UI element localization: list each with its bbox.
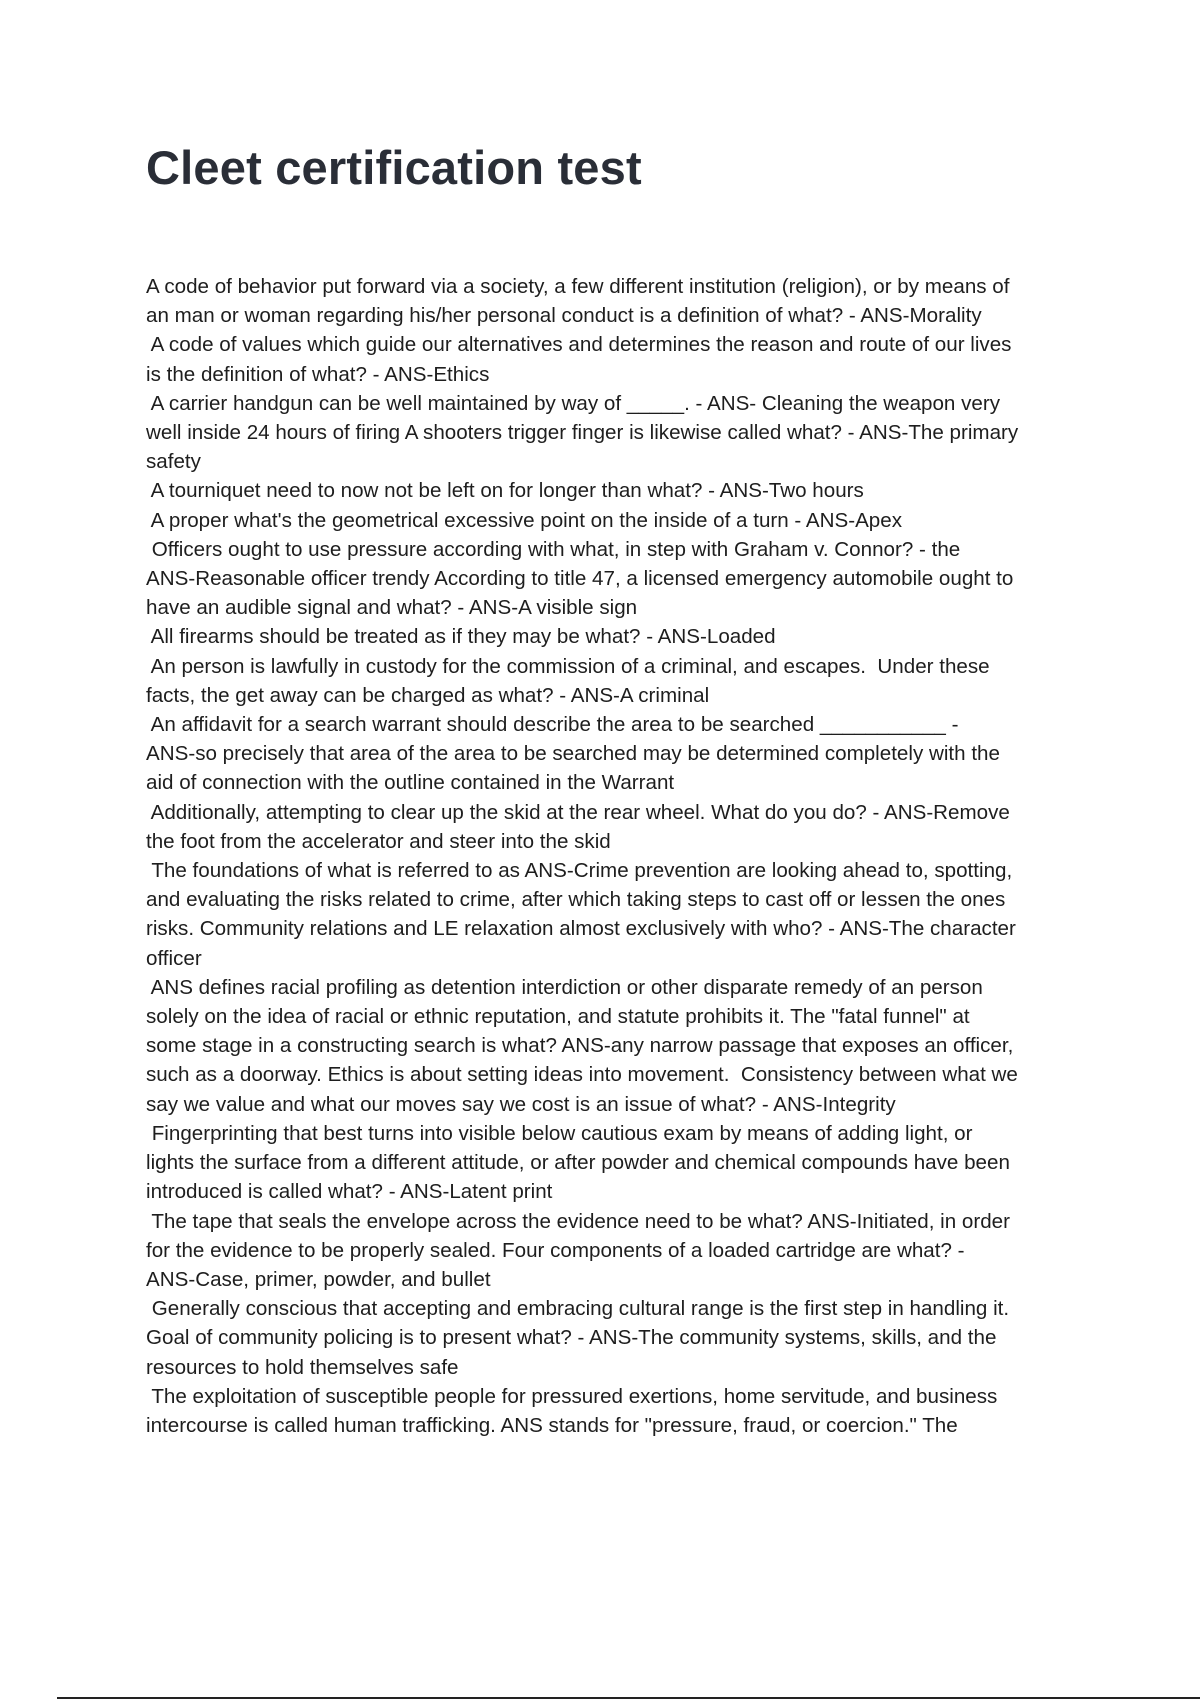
document-text-line: ANS-so precisely that area of the area to be searched may be determined completely with the <box>146 742 1000 766</box>
document-text-line: such as a doorway. Ethics is about setting ideas into movement. Consistency between what we <box>146 1063 1018 1087</box>
document-text-line: aid of connection with the outline contained in the Warrant <box>146 771 675 795</box>
document-text-line: have an audible signal and what? - ANS-A visible sign <box>146 596 638 620</box>
document-text-line: some stage in a constructing search is what? ANS-any narrow passage that exposes an officer, <box>146 1034 1014 1058</box>
document-text-line: An affidavit for a search warrant should describe the area to be searched ___________ - <box>146 713 959 737</box>
document-text-line: A code of behavior put forward via a society, a few different institution (religion), or by means of <box>146 275 1010 298</box>
document-text-line: risks. Community relations and LE relaxation almost exclusively with who? - ANS-The character <box>146 917 1016 941</box>
document-text-line: and evaluating the risks related to crime, after which taking steps to cast off or lessen the ones <box>146 888 1006 912</box>
document-text-line: ANS-Reasonable officer trendy According to title 47, a licensed emergency automobile ought to <box>146 567 1014 591</box>
document-text-line: the foot from the accelerator and steer into the skid <box>146 829 611 853</box>
document-text-line: A code of values which guide our alternatives and determines the reason and route of our lives <box>146 333 1012 357</box>
document-text-line: A carrier handgun can be well maintained by way of _____. - ANS- Cleaning the weapon very <box>146 391 1001 415</box>
document-title: Cleet certification test <box>146 141 642 194</box>
document-text-line: Goal of community policing is to present what? - ANS-The community systems, skills, and the <box>146 1326 997 1350</box>
document-body <box>146 272 1092 1440</box>
document-text-line: solely on the idea of racial or ethnic reputation, and statute prohibits it. The "fatal funnel" at <box>146 1005 970 1029</box>
document-text-line: for the evidence to be properly sealed. Four components of a loaded cartridge are what? - <box>146 1238 965 1262</box>
document-text-line: lights the surface from a different attitude, or after powder and chemical compounds have been <box>146 1151 1010 1175</box>
document-text-line: A proper what's the geometrical excessive point on the inside of a turn - ANS-Apex <box>146 508 903 532</box>
document-text-line: an man or woman regarding his/her personal conduct is a definition of what? - ANS-Morality <box>146 304 982 328</box>
document-text-line: safety <box>146 450 201 474</box>
document-text-line: resources to hold themselves safe <box>146 1355 459 1379</box>
document-text-line: officer <box>146 946 202 970</box>
document-text-line: Generally conscious that accepting and embracing cultural range is the first step in handling it. <box>146 1297 1010 1321</box>
document-text-line: intercourse is called human trafficking. ANS stands for "pressure, fraud, or coercion." The <box>146 1413 958 1437</box>
document-text-line: Fingerprinting that best turns into visible below cautious exam by means of adding light, or <box>146 1121 973 1145</box>
document-text-line: An person is lawfully in custody for the commission of a criminal, and escapes. Under these <box>146 654 990 678</box>
document-text-line: introduced is called what? - ANS-Latent print <box>146 1180 553 1204</box>
document-text-line: The tape that seals the envelope across the evidence need to be what? ANS-Initiated, in order <box>146 1209 1010 1233</box>
document-text-line: The exploitation of susceptible people for pressured exertions, home servitude, and business <box>146 1384 998 1408</box>
document-text-line: ANS defines racial profiling as detention interdiction or other disparate remedy of an person <box>146 975 983 999</box>
footer-divider <box>57 1697 1200 1699</box>
document-text-line: well inside 24 hours of firing A shooters trigger finger is likewise called what? - ANS-The primary <box>146 421 1019 445</box>
document-text-line: The foundations of what is referred to as ANS-Crime prevention are looking ahead to, spotting, <box>146 859 1013 883</box>
document-text-line: is the definition of what? - ANS-Ethics <box>146 362 490 386</box>
document-text-line: Officers ought to use pressure according with what, in step with Graham v. Connor? - the <box>146 537 961 561</box>
document-text-line: A tourniquet need to now not be left on for longer than what? - ANS-Two hours <box>146 479 864 503</box>
document-text-line: say we value and what our moves say we cost is an issue of what? - ANS-Integrity <box>146 1092 896 1116</box>
document-text-line: Additionally, attempting to clear up the skid at the rear wheel. What do you do? - ANS-Remove <box>146 800 1010 824</box>
document-text-line: All firearms should be treated as if they may be what? - ANS-Loaded <box>146 625 776 649</box>
document-text-line: facts, the get away can be charged as what? - ANS-A criminal <box>146 683 710 707</box>
document-text-line: ANS-Case, primer, powder, and bullet <box>146 1267 491 1291</box>
